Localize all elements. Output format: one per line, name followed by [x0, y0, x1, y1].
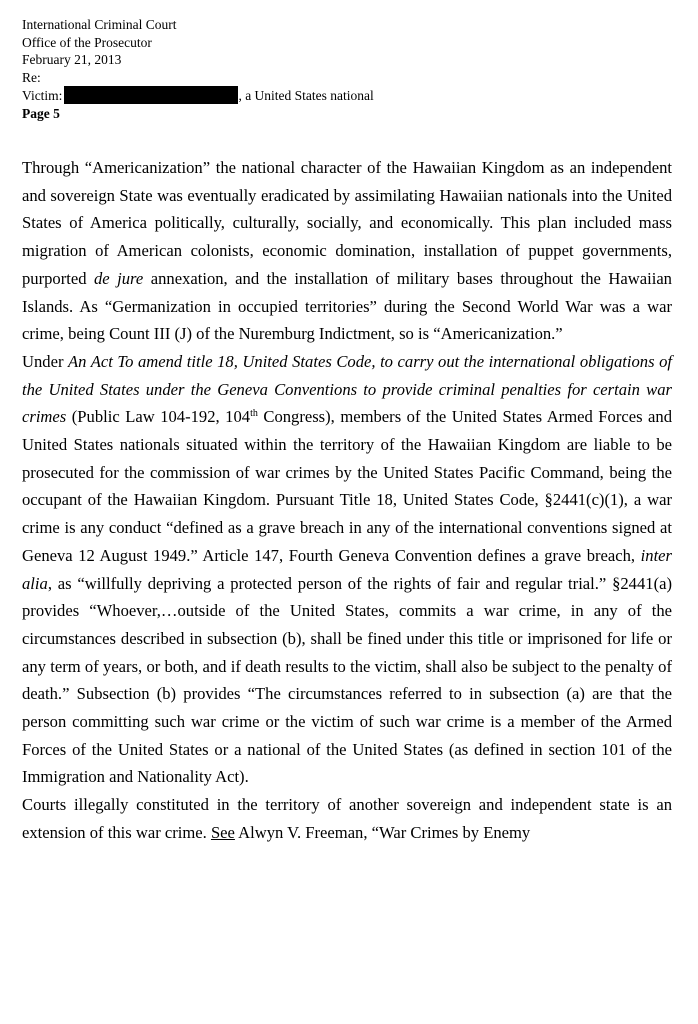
p2-cont: Congress), members of the United States Armed Forces and United States nationals situated within the territory of the Hawaiian Kingdom are liable to be prosecuted for the commission of war crimes by the United States Pacific Command, being the occupant of the Hawaiian Kingdom. Pursuant Title 18, United States Code, §2441(c)(1), a war crime is any conduct “defined as a grave breach in any of the international conventions signed at Geneva 12 August 1949.” Article 147, Fourth Geneva Convention defines a grave breach, [22, 407, 673, 565]
p2-italic2: inter alia [22, 545, 672, 593]
p2-start: Under [22, 351, 69, 371]
office-line: Office of the Prosecutor [22, 34, 152, 50]
p3-see: See [210, 822, 235, 842]
date-line: February 21, 2013 [22, 52, 122, 67]
p2-sup: th [250, 408, 258, 420]
document-body [22, 154, 672, 847]
victim-line [22, 86, 374, 105]
p2-end: , as “willfully depriving a protected person of the rights of fair and regular trial.” §2441(a) provides “Whoever,…outside of the United States, commits a war crime, in any of the circumstances described in subsection (b), shall be fined under this title or imprisoned for life or any term of years, or both, and if death results to the victim, shall also be subject to the penalty of death.” Subsection (b) provides “The circumstances referred to in subsection (a) are that the person committing such war crime or the victim of such war crime is a member of the Armed Forces of the United States or a national of the United States (as defined in section 101 of the Immigration and Nationality Act). [22, 573, 672, 787]
p3-end: Alwyn V. Freeman, “War Crimes by Enemy [234, 822, 531, 842]
paragraph-americanization [22, 154, 672, 348]
p3-start: Courts illegally constituted in the territory of another sovereign and independent state is an extension of this war crime. [22, 795, 672, 842]
redaction-bar [64, 86, 238, 104]
victim-label: Victim: [22, 88, 63, 103]
p2-italic: An Act To amend title 18, United States Code, to carry out the international obligations of the United States under the Geneva Conventions to provide criminal penalties for certain war crimes [22, 351, 672, 427]
paragraph-courts [22, 791, 672, 846]
letter-header [22, 16, 374, 122]
paragraph-public-law [22, 348, 672, 791]
p1-text: Through “Americanization” the national character of the Hawaiian Kingdom as an independent and sovereign State was eventually eradicated by assimilating Hawaiian nationals into the United States of America politically, culturally, socially, and economically. This plan included mass migration of American colonists, economic domination, installation of puppet governments, purported [22, 158, 672, 288]
recipient-line: International Criminal Court [22, 17, 177, 32]
p1-end: annexation, and the installation of military bases throughout the Hawaiian Islands. As “Germanization in occupied territories” during the Second World War was a war crime, being Count III (J) of the Nuremburg Indictment, so is “Americanization.” [22, 268, 672, 344]
p2-mid: (Public Law 104-192, 104 [66, 407, 251, 427]
victim-suffix: , a United States national [238, 88, 374, 103]
page-number: Page 5 [22, 105, 60, 121]
re-line: Re: [22, 69, 41, 85]
p1-italic: de jure [94, 268, 144, 288]
